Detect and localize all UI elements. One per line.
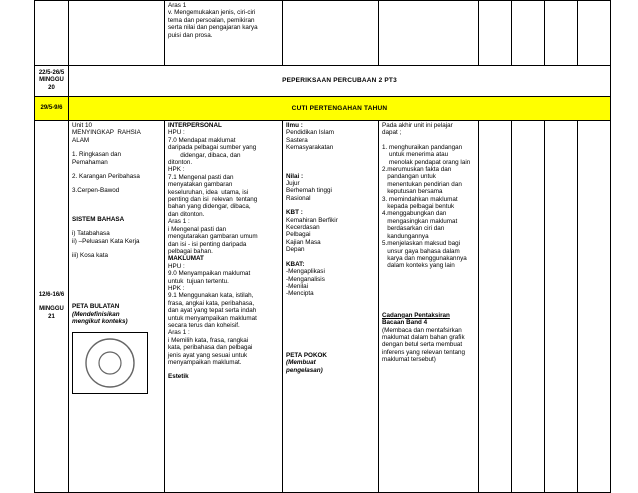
outcome-item: 1. menghuraikan pandangan bbox=[382, 143, 463, 151]
skill-line: serta nilai dan pengajaran karya bbox=[168, 24, 258, 32]
interpersonal-line: Aras 1 : bbox=[168, 218, 190, 226]
interpersonal-line: 7.0 Mendapat maklumat bbox=[168, 136, 236, 144]
peta-pokok-sub: pengelasan) bbox=[286, 366, 323, 374]
outcomes-cell-empty bbox=[379, 1, 479, 66]
exam-date-cell bbox=[35, 66, 69, 97]
circle-map-icon bbox=[72, 332, 148, 394]
extra-cell bbox=[512, 121, 545, 493]
peta-pokok-sub: (Membuat bbox=[286, 359, 316, 367]
maklumat-line: secara terus dan koheisif. bbox=[168, 321, 240, 329]
week21-week-label: MINGGU bbox=[39, 306, 64, 313]
nilai-line: Rasional bbox=[286, 194, 311, 202]
outcome-item: kandungannya bbox=[382, 232, 429, 240]
unit-item: 1. Ringkasan dan bbox=[72, 151, 122, 159]
week21-date-cell bbox=[35, 121, 69, 493]
skills-cell bbox=[165, 121, 283, 493]
unit-cell bbox=[69, 121, 165, 493]
kbat-line: -Mengaplikasi bbox=[286, 268, 325, 276]
exam-week-number: 20 bbox=[48, 84, 55, 91]
unit-title-line: Unit 10 bbox=[72, 122, 92, 129]
interpersonal-line: HPK : bbox=[168, 166, 185, 174]
nilai-line: Berhemah tinggi bbox=[286, 187, 332, 195]
continuation-row bbox=[35, 1, 611, 66]
outcome-item: menolak pendapat orang lain bbox=[382, 158, 471, 166]
unit-title-line: MENYINGKAP RAHSIA bbox=[72, 129, 141, 137]
date-cell-empty bbox=[35, 1, 69, 66]
interpersonal-line: dan ditonton. bbox=[168, 210, 205, 218]
unit-cell-empty bbox=[69, 1, 165, 66]
week21-row bbox=[35, 121, 611, 493]
peta-pokok-heading: PETA POKOK bbox=[286, 351, 327, 359]
assessment-line: (Membaca dan mentafsirkan bbox=[382, 326, 462, 334]
interpersonal-line: didengar, dibaca, dan bbox=[168, 151, 241, 159]
outcome-item: pandangan untuk bbox=[382, 173, 436, 181]
maklumat-line: frasa, angkai kata, peribahasa, bbox=[168, 299, 255, 307]
maklumat-heading: MAKLUMAT bbox=[168, 255, 204, 263]
ilmu-heading: Ilmu : bbox=[286, 122, 303, 129]
assessment-line: dengan betul serta membuat bbox=[382, 341, 463, 349]
sistem-item: ii) –Peluasan Kata Kerja bbox=[72, 237, 140, 245]
exam-row bbox=[35, 66, 611, 97]
outcome-item: 5.menjelaskan maksud bagi bbox=[382, 240, 461, 248]
extra-cell bbox=[545, 121, 578, 493]
interpersonal-line: HPU : bbox=[168, 129, 185, 137]
maklumat-line: HPK : bbox=[168, 284, 185, 292]
interpersonal-heading: INTERPERSONAL bbox=[168, 122, 222, 129]
skill-line: Aras 1 bbox=[168, 2, 187, 9]
outcome-item: mengasingkan maklumat bbox=[382, 217, 458, 225]
maklumat-line: 9.1 Menggunakan kata, istilah, bbox=[168, 292, 254, 300]
interpersonal-line: 7.1 Mengenal pasti dan bbox=[168, 173, 234, 181]
outcome-item: 2.merumuskan fakta dan bbox=[382, 166, 452, 174]
maklumat-line: Aras 1 : bbox=[168, 329, 190, 337]
skill-line: puisi dan prosa. bbox=[168, 31, 213, 39]
outcome-item: 4.menggabungkan dan bbox=[382, 210, 447, 218]
outcome-item: menentukan pendirian dan bbox=[382, 180, 462, 188]
values-cell-empty bbox=[283, 1, 379, 66]
outcomes-cell bbox=[379, 121, 479, 493]
kbt-line: Kajian Masa bbox=[286, 238, 321, 246]
outcome-item: kepada pelbagai bentuk bbox=[382, 203, 455, 211]
kbat-heading: KBAT: bbox=[286, 260, 305, 268]
extra-cell bbox=[578, 1, 611, 66]
peta-bulatan-sub: mengikut konteks) bbox=[72, 318, 128, 326]
assessment-line: maklumat tersebut) bbox=[382, 356, 436, 364]
sistem-item: i) Tatabahasa bbox=[72, 230, 110, 238]
interpersonal-line: bahan yang didengar, dibaca, bbox=[168, 203, 251, 211]
skills-cell bbox=[165, 1, 283, 66]
exam-week-label: MINGGU bbox=[39, 77, 64, 84]
extra-cell bbox=[479, 1, 512, 66]
peta-bulatan-heading: PETA BULATAN bbox=[72, 303, 120, 311]
kbt-line: Pelbagai bbox=[286, 231, 311, 239]
maklumat-line: menyampaikan maklumat. bbox=[168, 359, 242, 366]
kbat-line: -Menilai bbox=[286, 282, 309, 290]
kbt-line: Depan bbox=[286, 246, 305, 254]
outcome-item: berdasarkan ciri dan bbox=[382, 225, 445, 233]
exam-date: 22/5-26/5 bbox=[38, 69, 65, 76]
ilmu-line: Sastera bbox=[286, 136, 308, 144]
maklumat-line: i Memilih kata, frasa, rangkai bbox=[168, 336, 249, 344]
interpersonal-line: mengutarakan gambaran umum bbox=[168, 233, 258, 241]
interpersonal-line: pelbagai bahan. bbox=[168, 247, 213, 255]
peta-bulatan-sub: (Mendefinisikan bbox=[72, 310, 120, 318]
interpersonal-line: keseluruhan, idea utama, isi bbox=[168, 188, 249, 196]
interpersonal-line: daripada pelbagai sumber yang bbox=[168, 144, 257, 152]
interpersonal-line: ditonton. bbox=[168, 159, 193, 167]
kbt-heading: KBT : bbox=[286, 209, 303, 217]
maklumat-line: kata, peribahasa dan pelbagai bbox=[168, 344, 253, 352]
ilmu-line: Kemasyarakatan bbox=[286, 144, 334, 152]
outcome-intro-line: dapat ; bbox=[382, 129, 402, 137]
ilmu-line: Pendidikan Islam bbox=[286, 129, 334, 137]
unit-title-line: ALAM bbox=[72, 136, 90, 144]
maklumat-line: 9.0 Menyampaikan maklumat bbox=[168, 270, 251, 278]
outcome-item: karya dan menggunakannya bbox=[382, 254, 467, 262]
interpersonal-line: i Mengenal pasti dan bbox=[168, 225, 227, 233]
week21-date: 12/6-16/6 bbox=[38, 291, 65, 298]
kbat-line: -Mencipta bbox=[286, 290, 314, 298]
values-cell bbox=[283, 121, 379, 493]
extra-cell bbox=[512, 1, 545, 66]
assessment-line: inferens yang relevan tentang bbox=[382, 348, 465, 356]
unit-item: Pemahaman bbox=[72, 158, 108, 166]
outcome-intro-line: Pada akhir unit ini pelajar bbox=[382, 122, 453, 129]
maklumat-line: dan ayat yang tepat serta indah bbox=[168, 307, 257, 315]
kbt-line: Kemahiran Berfikir bbox=[286, 216, 338, 224]
sistem-bahasa-heading: SISTEM BAHASA bbox=[72, 215, 125, 223]
assessment-band: Bacaan Band 4 bbox=[382, 319, 428, 327]
outcome-item: dalam konteks yang lain bbox=[382, 262, 455, 270]
extra-cell bbox=[545, 1, 578, 66]
week21-week-number: 21 bbox=[48, 313, 55, 320]
unit-item: 2. Karangan Peribahasa bbox=[72, 173, 140, 181]
maklumat-line: jenis ayat yang sesuai untuk bbox=[168, 351, 248, 359]
lesson-plan-table bbox=[34, 0, 611, 493]
interpersonal-line: dan isi - isi penting daripada bbox=[168, 240, 247, 248]
outcome-item: untuk menerima atau bbox=[382, 151, 449, 159]
holiday-row bbox=[35, 97, 611, 121]
estetik-heading: Estetik bbox=[168, 373, 189, 381]
exam-title: PEPERIKSAAN PERCUBAAN 2 PT3 bbox=[69, 66, 611, 97]
maklumat-line: untuk tujuan tertentu. bbox=[168, 277, 229, 285]
interpersonal-line: menyatakan gambaran bbox=[168, 181, 233, 189]
kbat-line: -Menganalisis bbox=[286, 275, 325, 283]
extra-cell bbox=[479, 121, 512, 493]
extra-cell bbox=[578, 121, 611, 493]
holiday-title: CUTI PERTENGAHAN TAHUN bbox=[69, 97, 611, 121]
outcome-item: keputusan bersama bbox=[382, 188, 443, 196]
skill-line: tema dan persoalan, pemikiran bbox=[168, 16, 255, 24]
unit-item: 3.Cerpen-Bawod bbox=[72, 187, 120, 195]
nilai-heading: Nilai : bbox=[286, 172, 304, 180]
outcome-item: unsur gaya bahasa dalam bbox=[382, 247, 460, 255]
maklumat-line: untuk menyampaikan maklumat bbox=[168, 314, 257, 322]
sistem-item: iii) Kosa kata bbox=[72, 252, 109, 260]
skill-line: v. Mengemukakan jenis, ciri-ciri bbox=[168, 9, 256, 17]
interpersonal-line: penting dan isi relevan tentang bbox=[168, 196, 258, 204]
assessment-line: maklumat dalam bahan grafik bbox=[382, 333, 465, 341]
assessment-heading: Cadangan Pentaksiran bbox=[382, 311, 450, 319]
kbt-line: Kecerdasan bbox=[286, 224, 320, 232]
maklumat-line: HPU : bbox=[168, 262, 185, 270]
holiday-date: 29/5-9/6 bbox=[35, 97, 69, 121]
outcome-item: 3. memindahkan maklumat bbox=[382, 195, 458, 203]
nilai-line: Jujur bbox=[286, 180, 300, 188]
